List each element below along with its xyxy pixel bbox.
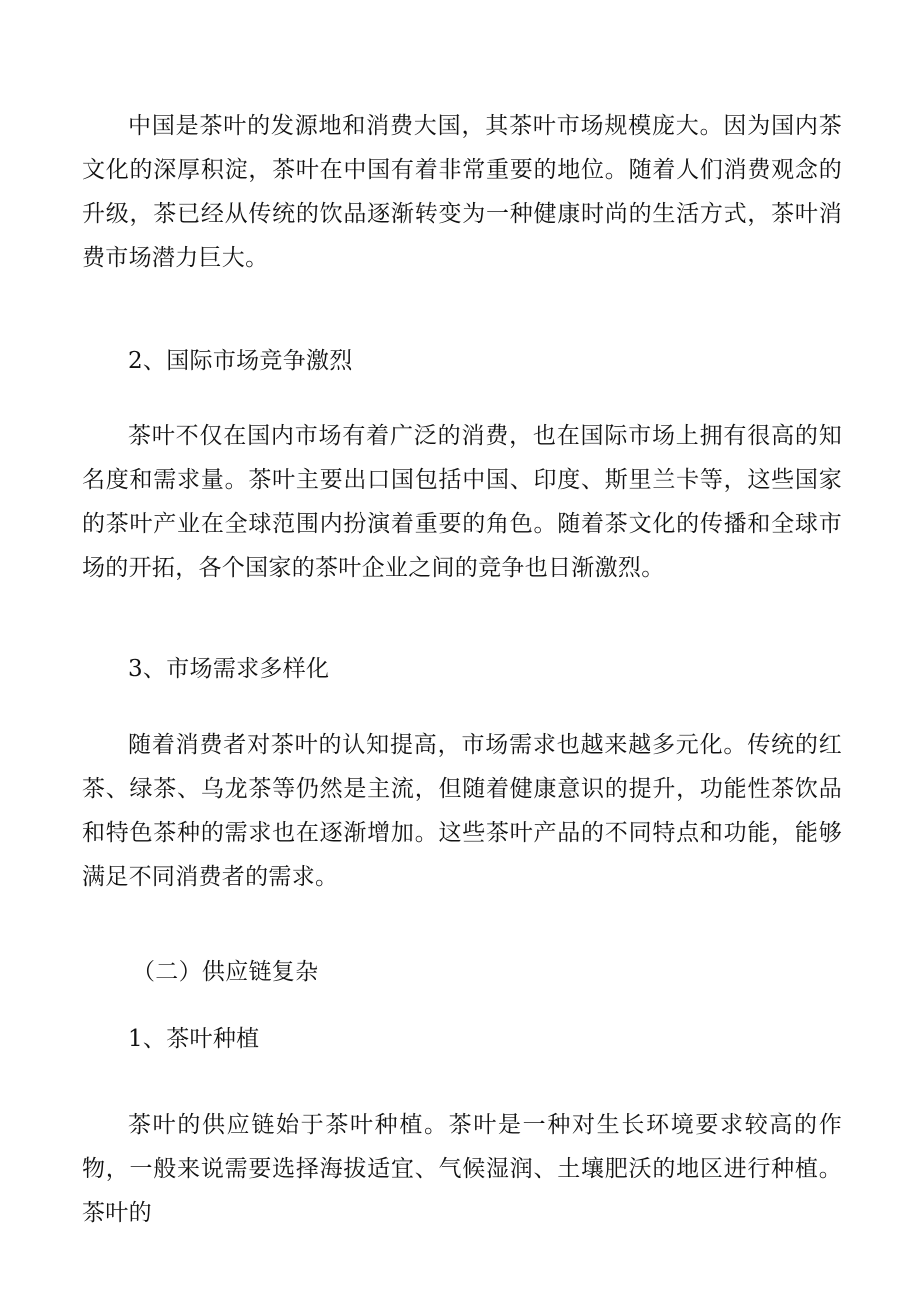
paragraph-international-market: 茶叶不仅在国内市场有着广泛的消费，也在国际市场上拥有很高的知名度和需求量。茶叶主要出口国包括中国、印度、斯里兰卡等，这些国家的茶叶产业在全球范围内扮演着重要的角色。随着茶文化的传播和全球市场的开拓，各个国家的茶叶企业之间的竞争也日渐激烈。: [82, 423, 842, 581]
heading-diverse-demand: 3、市场需求多样化: [128, 656, 330, 682]
heading-international-competition: 2、国际市场竞争激烈: [128, 348, 353, 374]
paragraph-domestic-market: 中国是茶叶的发源地和消费大国，其茶叶市场规模庞大。因为国内茶文化的深厚积淀，茶叶在中国有着非常重要的地位。随着人们消费观念的升级，茶已经从传统的饮品逐渐转变为一种健康时尚的生活方式，茶叶消费市场潜力巨大。: [82, 113, 842, 271]
heading-tea-planting: 1、茶叶种植: [128, 1026, 260, 1052]
heading-supply-chain: （二）供应链复杂: [132, 959, 319, 985]
paragraph-tea-planting: 茶叶的供应链始于茶叶种植。茶叶是一种对生长环境要求较高的作物，一般来说需要选择海拔适宜、气候湿润、土壤肥沃的地区进行种植。茶叶的: [82, 1112, 842, 1226]
paragraph-diverse-demand: 随着消费者对茶叶的认知提高，市场需求也越来越多元化。传统的红茶、绿茶、乌龙茶等仍然是主流，但随着健康意识的提升，功能性茶饮品和特色茶种的需求也在逐渐增加。这些茶叶产品的不同特点和功能，能够满足不同消费者的需求。: [82, 732, 842, 890]
